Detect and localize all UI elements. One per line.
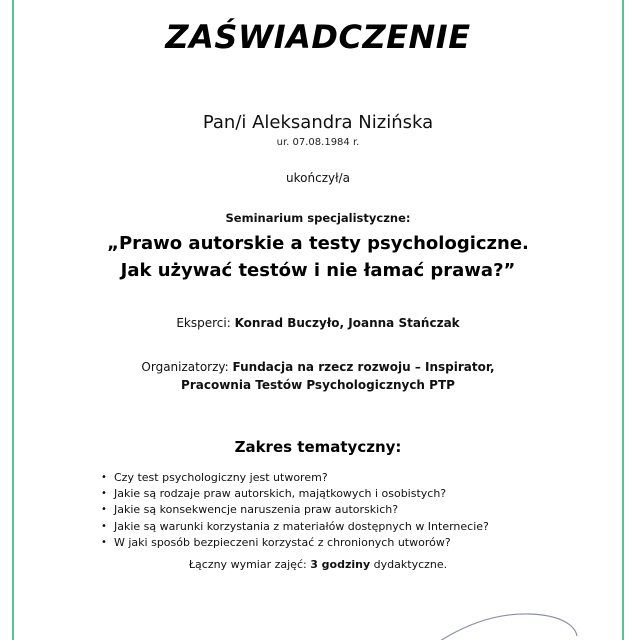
topic-item <box>100 535 489 551</box>
topic-text: W jaki sposób bezpieczeni korzystać z chronionych utworów? <box>114 535 451 549</box>
topic-item <box>100 470 489 486</box>
certificate-title: ZAŚWIADCZENIE <box>165 18 471 56</box>
seminar-label: Seminarium specjalistyczne: <box>225 211 411 225</box>
recipient-name: Pan/i Aleksandra Nizińska <box>202 112 434 133</box>
topic-item <box>100 486 489 502</box>
experts-label: Eksperci: <box>176 316 235 330</box>
organizers-label: Organizatorzy: <box>141 360 233 374</box>
topics-heading: Zakres tematyczny: <box>234 438 402 456</box>
seminar-title-line-1: „Prawo autorskie a testy psychologiczne. <box>107 233 529 254</box>
bullet-icon: • <box>101 536 107 548</box>
topic-text: Czy test psychologiczny jest utworem? <box>114 471 328 484</box>
seminar-title-line-2: Jak używać testów i nie łamać prawa?” <box>120 260 516 281</box>
topic-text: Jakie są warunki korzystania z materiałów dostępnych w Internecie? <box>114 519 489 533</box>
bullet-icon: • <box>101 488 107 500</box>
bullet-icon: • <box>101 504 107 516</box>
organizers-line-2: Pracownia Testów Psychologicznych PTP <box>181 378 455 392</box>
total-hours-suffix: dydaktyczne. <box>370 558 448 571</box>
total-hours-prefix: Łączny wymiar zajęć: <box>188 558 311 571</box>
organizers-line-1 <box>0 360 636 374</box>
organizers-value-1: Fundacja na rzecz rozwoju – Inspirator, <box>232 360 495 374</box>
bullet-icon: • <box>101 520 107 532</box>
total-hours-line <box>0 558 636 571</box>
topic-text: Jakie są konsekwencje naruszenia praw autorskich? <box>114 503 399 517</box>
topic-text: Jakie są rodzaje praw autorskich, majątkowych i osobistych? <box>114 487 447 501</box>
topic-item <box>100 502 489 518</box>
experts-line <box>0 316 636 330</box>
recipient-birth-date: ur. 07.08.1984 r. <box>276 137 360 148</box>
completed-label: ukończył/a <box>286 171 350 185</box>
experts-names: Konrad Buczyło, Joanna Stańczak <box>234 316 460 330</box>
topic-item <box>100 519 489 535</box>
bullet-icon: • <box>101 472 107 483</box>
topics-list <box>100 470 489 551</box>
total-hours-value: 3 godziny <box>310 558 371 571</box>
